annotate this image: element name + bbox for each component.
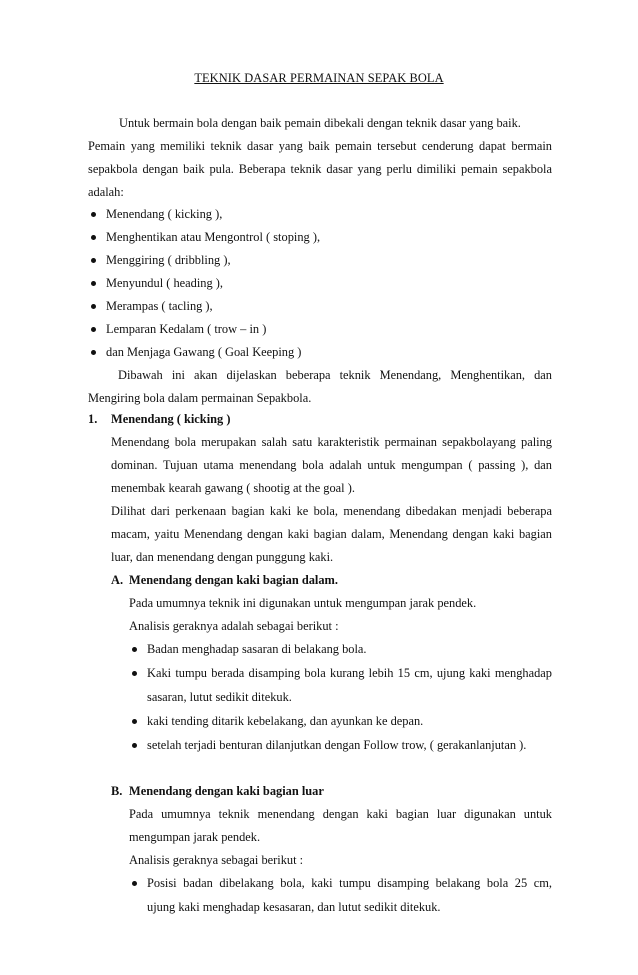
document-title: TEKNIK DASAR PERMAINAN SEPAK BOLA <box>194 71 444 85</box>
section1-para1-line: dominan. Tujuan utama menendang bola adalah untuk mengumpan ( passing ), dan <box>111 458 552 472</box>
intro-line-4: adalah: <box>88 185 124 199</box>
technique-item: Merampas ( tacling ), <box>106 299 213 313</box>
technique-item: Menyundul ( heading ), <box>106 276 223 290</box>
intro-line-1: Untuk bermain bola dengan baik pemain dibekali dengan teknik dasar yang baik. <box>119 116 521 130</box>
explain-line-1: Dibawah ini akan dijelaskan beberapa teknik Menendang, Menghentikan, dan <box>118 368 552 382</box>
technique-item: Menghentikan atau Mengontrol ( stoping ), <box>106 230 321 244</box>
bullet-icon <box>91 212 96 217</box>
section-number: 1. <box>88 412 98 426</box>
bullet-icon <box>91 235 96 240</box>
bullet-icon <box>91 281 96 286</box>
section1-para2-line: Dilihat dari perkenaan bagian kaki ke bola, menendang dibedakan menjadi beberapa <box>111 504 552 518</box>
subsection-letter: A. <box>111 573 124 587</box>
bullet-icon <box>91 304 96 309</box>
section1-para1-line: Menendang bola merupakan salah satu karakteristik permainan sepakbolayang paling <box>111 435 552 449</box>
subsection-letter: B. <box>111 784 123 798</box>
subB-text-line: Pada umumnya teknik menendang dengan kaki bagian luar digunakan untuk <box>129 807 552 821</box>
subB-text-line: Analisis geraknya sebagai berikut : <box>129 853 304 867</box>
bullet-icon <box>132 881 137 886</box>
subA-text-line: Pada umumnya teknik ini digunakan untuk mengumpan jarak pendek. <box>129 596 477 610</box>
subB-bullet-item: Posisi badan dibelakang bola, kaki tumpu disamping belakang bola 25 cm, <box>147 876 552 890</box>
subA-bullet-item: setelah terjadi benturan dilanjutkan dengan Follow trow, ( gerakanlanjutan ). <box>147 738 527 752</box>
technique-item: Menggiring ( dribbling ), <box>106 253 231 267</box>
section1-para1-line: menembak kearah gawang ( shootig at the goal ). <box>111 481 355 495</box>
explain-line-2: Mengiring bola dalam permainan Sepakbola. <box>88 391 312 405</box>
technique-item: Lemparan Kedalam ( trow – in ) <box>106 322 267 336</box>
bullet-icon <box>91 327 96 332</box>
bullet-icon <box>132 719 137 724</box>
bullet-icon <box>91 258 96 263</box>
subsection-heading: Menendang dengan kaki bagian dalam. <box>129 573 338 587</box>
subA-bullet-item: Badan menghadap sasaran di belakang bola. <box>147 642 367 656</box>
subA-bullet-item: Kaki tumpu berada disamping bola kurang lebih 15 cm, ujung kaki menghadap <box>147 666 552 680</box>
subA-text-line: Analisis geraknya adalah sebagai berikut : <box>129 619 339 633</box>
technique-item: Menendang ( kicking ), <box>106 207 223 221</box>
section1-para2-line: luar, dan menendang dengan punggung kaki. <box>111 550 334 564</box>
section1-para2-line: macam, yaitu Menendang dengan kaki bagian dalam, Menendang dengan kaki bagian <box>111 527 552 541</box>
subB-bullet-item-cont: ujung kaki menghadap kesasaran, dan lutut sedikit ditekuk. <box>147 900 441 914</box>
bullet-icon <box>132 647 137 652</box>
intro-line-2: Pemain yang memiliki teknik dasar yang baik pemain tersebut cenderung dapat bermain <box>88 139 552 153</box>
subA-bullet-item: kaki tending ditarik kebelakang, dan ayunkan ke depan. <box>147 714 424 728</box>
bullet-icon <box>132 671 137 676</box>
technique-item: dan Menjaga Gawang ( Goal Keeping ) <box>106 345 302 359</box>
bullet-icon <box>132 743 137 748</box>
intro-line-3: sepakbola dengan baik pula. Beberapa teknik dasar yang perlu dimiliki pemain sepakbola <box>88 162 552 176</box>
bullet-icon <box>91 350 96 355</box>
subA-bullet-item-cont: sasaran, lutut sedikit ditekuk. <box>147 690 292 704</box>
subsection-heading: Menendang dengan kaki bagian luar <box>129 784 324 798</box>
section-heading: Menendang ( kicking ) <box>111 412 231 426</box>
subB-text-line: mengumpan jarak pendek. <box>129 830 261 844</box>
